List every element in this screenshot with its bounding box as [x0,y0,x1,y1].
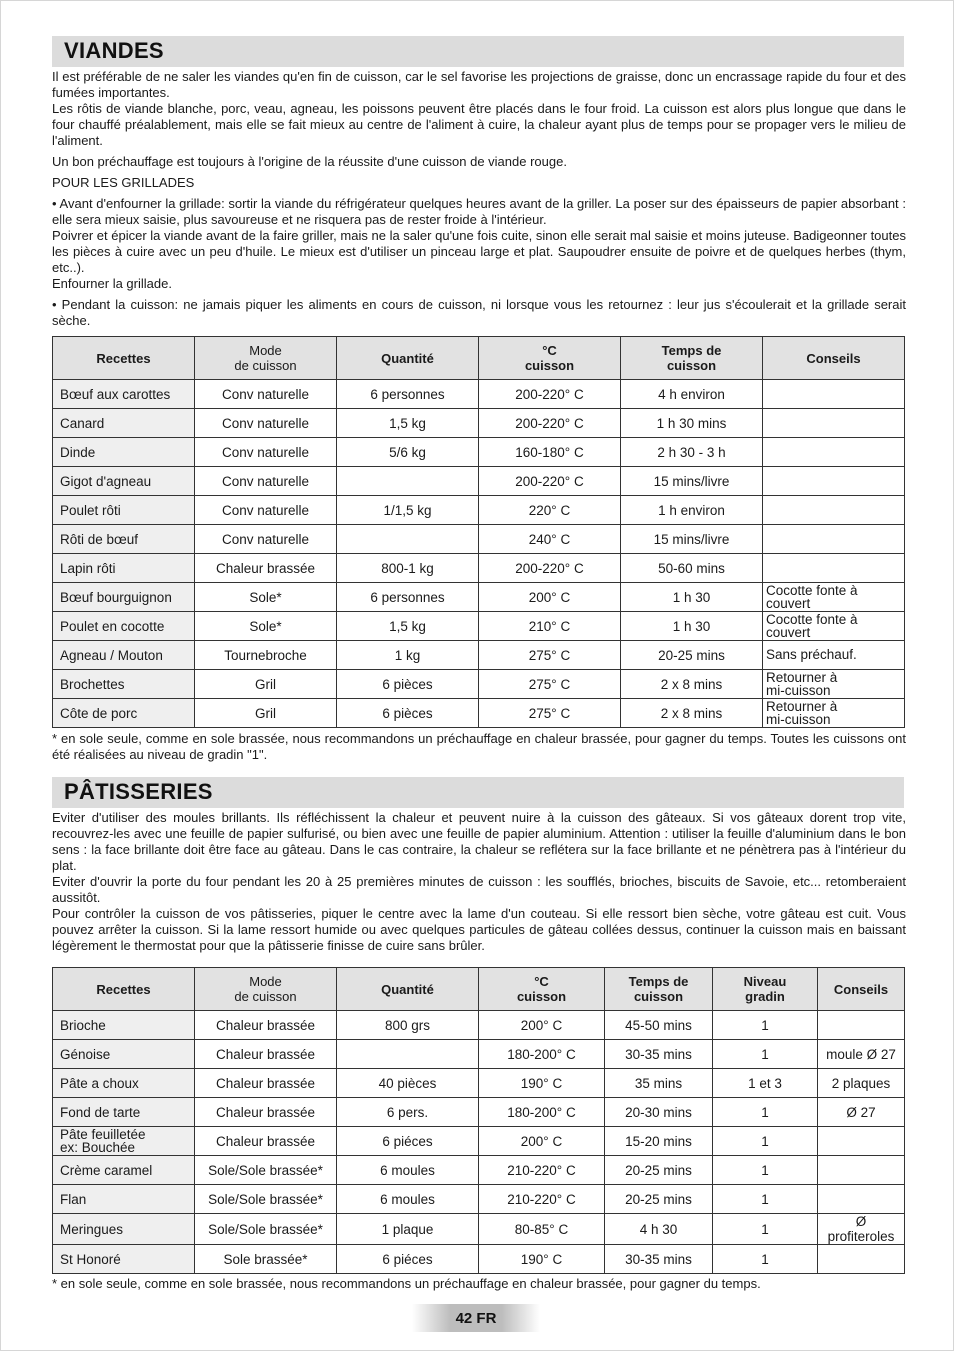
table-cell: 80-85° C [479,1214,605,1245]
table-cell: 180-200° C [479,1098,605,1127]
table-cell: 1 [713,1245,818,1274]
table-row [53,409,905,438]
table-cell: 1,5 kg [337,612,479,641]
table-row [53,1214,905,1245]
table-cell: 4 h environ [621,380,763,409]
table-cell: Poulet en cocotte [53,612,195,641]
table-cell: 6 personnes [337,380,479,409]
table-cell: Chaleur brassée [195,554,337,583]
table-cell: 200-220° C [479,380,621,409]
table-cell [818,1245,905,1274]
table-cell: Fond de tarte [53,1098,195,1127]
table-cell [337,525,479,554]
table-cell: 1 [713,1214,818,1245]
table-cell: 6 personnes [337,583,479,612]
column-header: Quantité [337,337,479,380]
page-number-tab [412,1304,540,1332]
table-cell: 1 [713,1098,818,1127]
table-cell: 200-220° C [479,467,621,496]
table-cell: 200-220° C [479,409,621,438]
table-cell: 5/6 kg [337,438,479,467]
viandes-paragraph: Les rôtis de viande blanche, porc, veau, agneau, les poissons peuvent être placés dans le four froid. La cuisson est alors plus longue que dans le four chauffé préalablement, mais elle se fait mieux au centre de l'aliment à cuire, la chaleur ayant plus de temps pour se propager vers le milieu de l'aliment. [52,101,906,148]
column-header: Recettes [53,968,195,1011]
table-row [53,438,905,467]
table-cell: Chaleur brassée [195,1011,337,1040]
table-cell: Dinde [53,438,195,467]
table-cell: 275° C [479,699,621,728]
table-cell [763,467,905,496]
table-cell: 50-60 mins [621,554,763,583]
column-header: Quantité [337,968,479,1011]
table-row [53,612,905,641]
table-cell: 210-220° C [479,1156,605,1185]
patisseries-paragraph: Eviter d'ouvrir la porte du four pendant les 20 à 25 premières minutes de cuisson : les soufflés, brioches, biscuits de Savoie, etc... retomberaient aussitôt. [52,874,906,905]
table-cell: Retourner à mi-cuisson [763,699,905,728]
table-cell: St Honoré [53,1245,195,1274]
column-header: Temps de cuisson [621,337,763,380]
table-row [53,583,905,612]
table-cell: 1 h 30 [621,612,763,641]
table-cell: 6 moules [337,1156,479,1185]
table-cell: 2 h 30 - 3 h [621,438,763,467]
table-cell [818,1011,905,1040]
table-cell: 275° C [479,641,621,670]
table-cell: Gigot d'agneau [53,467,195,496]
table-row [53,641,905,670]
table-row [53,670,905,699]
table-cell: 1 h 30 [621,583,763,612]
table-cell: Cocotte fonte à couvert [763,612,905,641]
table-cell: 200-220° C [479,554,621,583]
table-row [53,525,905,554]
table-cell: Flan [53,1185,195,1214]
table-cell: 20-25 mins [621,641,763,670]
table-cell: Bœuf bourguignon [53,583,195,612]
column-header: Conseils [763,337,905,380]
table-cell [818,1185,905,1214]
table-cell: 6 moules [337,1185,479,1214]
table-cell: Gril [195,670,337,699]
table-cell: Sans préchauf. [763,641,905,670]
table-cell: 2 x 8 mins [621,699,763,728]
table-row [53,1156,905,1185]
patisseries-intro [52,810,906,954]
table-cell [337,1040,479,1069]
table-cell: Conv naturelle [195,380,337,409]
table-cell [818,1156,905,1185]
table-row [53,1127,905,1156]
table-cell: 275° C [479,670,621,699]
table-cell: Brochettes [53,670,195,699]
table-cell: Sole/Sole brassée* [195,1214,337,1245]
viandes-paragraph: • Pendant la cuisson: ne jamais piquer les aliments en cours de cuisson, ni lorsque vous les retournez : leur jus s'écoulerait et la grillade serait sèche. [52,297,906,328]
table-cell: Pâte a choux [53,1069,195,1098]
table-cell: 15-20 mins [605,1127,713,1156]
table-cell: 190° C [479,1069,605,1098]
table-cell: Chaleur brassée [195,1098,337,1127]
table-row [53,380,905,409]
table-cell: Gril [195,699,337,728]
viandes-intro [52,69,906,329]
table-cell: 15 mins/livre [621,467,763,496]
table-cell: 1 kg [337,641,479,670]
table-cell: 220° C [479,496,621,525]
table-cell: Agneau / Mouton [53,641,195,670]
table-cell: 2 x 8 mins [621,670,763,699]
table-cell: Lapin rôti [53,554,195,583]
table-cell: Meringues [53,1214,195,1245]
section-header-viandes [52,36,904,67]
viandes-paragraph: Poivrer et épicer la viande avant de la faire griller, mais ne la saler qu'une fois cuite, sinon elle serait mal saisie et moins juteuse. Badigeonner toutes les pièces à cuire avec un peu d'huile. Le mieux est d'utiliser un pinceau large et plat. Saupoudrer ensuite de poivre et de quelques herbes (thym, etc..). [52,228,906,275]
viandes-paragraph: Il est préférable de ne saler les viandes qu'en fin de cuisson, car le sel favorise les projections de graisse, donc un encrassage rapide du four et des fumées importantes. [52,69,906,100]
table-cell: 6 pièces [337,670,479,699]
table-cell: Ø 27 [818,1098,905,1127]
column-header: Mode de cuisson [195,968,337,1011]
patisseries-paragraph: Pour contrôler la cuisson de vos pâtisseries, piquer le centre avec la lame d'un couteau. Si elle ressort bien sèche, votre gâteau est cuit. Vous pouvez arrêter la cuisson. Si la lame ressort humide ou avec quelques particules de gâteau collées dessus, continuer la cuisson mais en baissant légèrement le thermostat pour que la pâtisserie finisse de cuire sans brûler. [52,906,906,953]
table-cell: 1 plaque [337,1214,479,1245]
table-cell: 200° C [479,1011,605,1040]
column-header: Recettes [53,337,195,380]
patisseries-footnote: * en sole seule, comme en sole brassée, nous recommandons un préchauffage en chaleur brassée, pour gagner du temps. [52,1276,761,1291]
table-cell [818,1127,905,1156]
table-cell: 160-180° C [479,438,621,467]
table-cell: 20-25 mins [605,1185,713,1214]
table-cell: 210° C [479,612,621,641]
table-cell [763,525,905,554]
table-cell: 40 pièces [337,1069,479,1098]
table-header-row [53,337,905,380]
table-cell: 210-220° C [479,1185,605,1214]
table-cell: Rôti de bœuf [53,525,195,554]
table-cell: Poulet rôti [53,496,195,525]
table-cell: 1,5 kg [337,409,479,438]
table-cell: 1 [713,1011,818,1040]
table-row [53,1245,905,1274]
table-cell: 20-25 mins [605,1156,713,1185]
column-header: Niveau gradin [713,968,818,1011]
grillades-heading: POUR LES GRILLADES [52,175,195,190]
section-title-patisseries: PÂTISSERIES [64,779,213,804]
table-cell: Pâte feuilletée ex: Bouchée [53,1127,195,1156]
table-cell: Chaleur brassée [195,1069,337,1098]
table-cell: 190° C [479,1245,605,1274]
viandes-paragraph: Un bon préchauffage est toujours à l'origine de la réussite d'une cuisson de viande rouge. [52,154,567,169]
table-cell: 1 [713,1040,818,1069]
table-cell: 30-35 mins [605,1040,713,1069]
table-cell: Retourner à mi-cuisson [763,670,905,699]
table-cell: 6 piéces [337,1245,479,1274]
table-cell: Bœuf aux carottes [53,380,195,409]
table-row [53,496,905,525]
table-cell: 1 et 3 [713,1069,818,1098]
table-cell: Sole* [195,612,337,641]
table-cell: Génoise [53,1040,195,1069]
table-cell: 6 pièces [337,699,479,728]
table-cell [763,496,905,525]
table-cell: Brioche [53,1011,195,1040]
table-cell: 35 mins [605,1069,713,1098]
table-cell: 45-50 mins [605,1011,713,1040]
column-header: °C cuisson [479,968,605,1011]
table-cell: 15 mins/livre [621,525,763,554]
table-cell: Sole/Sole brassée* [195,1156,337,1185]
column-header: Conseils [818,968,905,1011]
table-header-row [53,968,905,1011]
table-cell: 1 [713,1127,818,1156]
table-cell: 20-30 mins [605,1098,713,1127]
table-cell: Cocotte fonte à couvert [763,583,905,612]
table-cell: Sole* [195,583,337,612]
table-cell: Conv naturelle [195,409,337,438]
table-cell: 1 h 30 mins [621,409,763,438]
table-cell: 30-35 mins [605,1245,713,1274]
table-row [53,1040,905,1069]
table-cell: Ø profiteroles [818,1214,905,1245]
table-cell: Conv naturelle [195,438,337,467]
viandes-paragraph: • Avant d'enfourner la grillade: sortir la viande du réfrigérateur quelques heures avant de la griller. La poser sur des épaisseurs de papier absorbant : elle sera mieux saisie, plus savoureuse et ne risquera pas de rester froide à l'intérieur. [52,196,906,227]
table-cell: 2 plaques [818,1069,905,1098]
column-header: Mode de cuisson [195,337,337,380]
table-cell [763,554,905,583]
patisseries-table [52,967,905,1274]
viandes-footnote: * en sole seule, comme en sole brassée, nous recommandons un préchauffage en chaleur brassée, pour gagner du temps. Toutes les cuissons ont été réalisées au niveau de gradin "1". [52,731,906,762]
table-cell: moule Ø 27 [818,1040,905,1069]
table-row [53,1185,905,1214]
table-cell: Crème caramel [53,1156,195,1185]
viandes-table [52,336,905,728]
table-cell: 6 piéces [337,1127,479,1156]
column-header: Temps de cuisson [605,968,713,1011]
table-cell: 6 pers. [337,1098,479,1127]
table-cell: 1 h environ [621,496,763,525]
table-row [53,467,905,496]
table-cell: 180-200° C [479,1040,605,1069]
table-cell: Sole/Sole brassée* [195,1185,337,1214]
table-cell: Conv naturelle [195,467,337,496]
page-number: 42 FR [455,1310,497,1327]
table-cell: 1 [713,1156,818,1185]
table-row [53,1011,905,1040]
table-cell: Canard [53,409,195,438]
column-header: °C cuisson [479,337,621,380]
table-row [53,554,905,583]
patisseries-paragraph: Eviter d'utiliser des moules brillants. Ils réfléchissent la chaleur et peuvent nuire à la cuisson des gâteaux. Si vos gâteaux dorent trop vite, recouvrez-les avec une feuille de papier sulfurisé, ou bien avec une feuille de papier aluminium. Attention : utiliser la feuille d'aluminium dans le bon sens : la face brillante doit être face au gâteau. Dans le cas contraire, la chaleur se reflétera sur la face brillante et ne pénètrera pas à l'intérieur du plat. [52,810,906,873]
table-cell: 240° C [479,525,621,554]
table-cell: Chaleur brassée [195,1040,337,1069]
section-header-patisseries [52,777,904,808]
table-cell: 1/1,5 kg [337,496,479,525]
table-cell [763,380,905,409]
table-row [53,699,905,728]
table-row [53,1098,905,1127]
table-cell: Conv naturelle [195,496,337,525]
table-cell [763,438,905,467]
table-cell [337,467,479,496]
table-cell: 200° C [479,1127,605,1156]
table-row [53,1069,905,1098]
table-cell: 800 grs [337,1011,479,1040]
table-cell: 4 h 30 [605,1214,713,1245]
section-title-viandes: VIANDES [64,38,164,63]
viandes-paragraph: Enfourner la grillade. [52,276,172,291]
table-cell: 1 [713,1185,818,1214]
table-cell: Conv naturelle [195,525,337,554]
table-cell: Tournebroche [195,641,337,670]
table-cell: Côte de porc [53,699,195,728]
table-cell: Chaleur brassée [195,1127,337,1156]
table-cell: 200° C [479,583,621,612]
table-cell: Sole brassée* [195,1245,337,1274]
table-cell: 800-1 kg [337,554,479,583]
table-cell [763,409,905,438]
